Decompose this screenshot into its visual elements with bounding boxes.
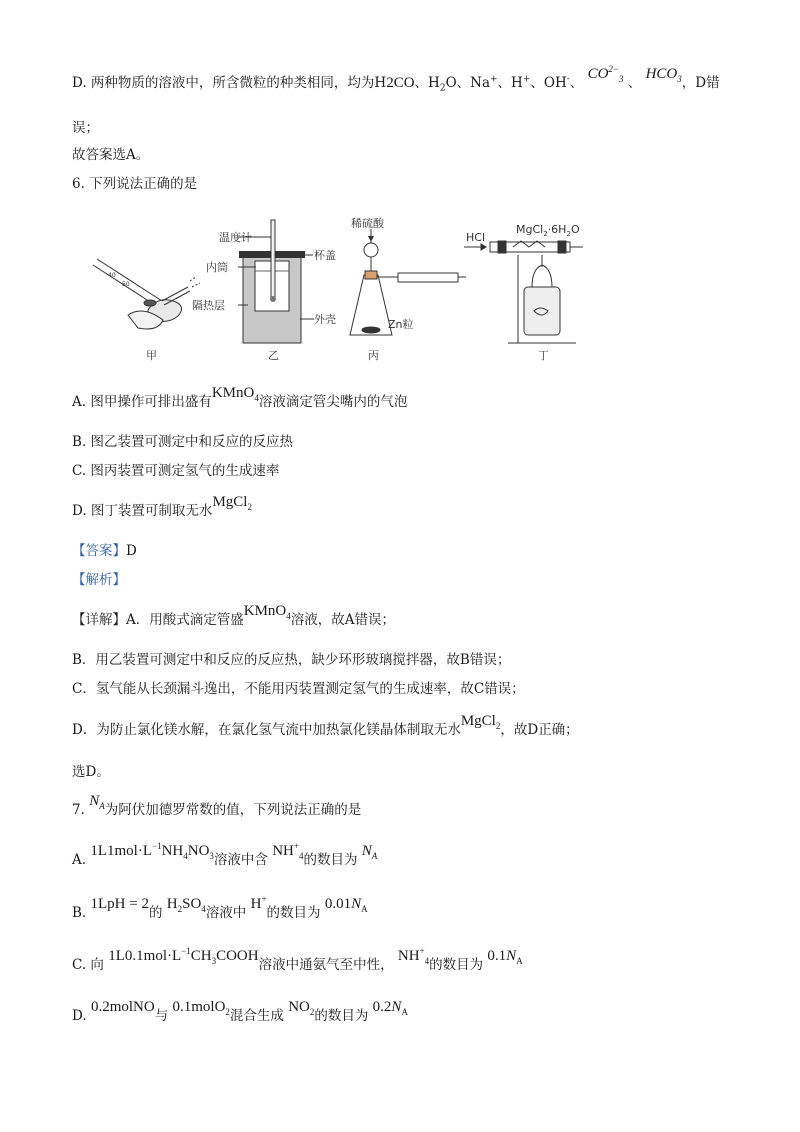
label-shell: 外壳 bbox=[314, 313, 336, 326]
label-crystal: $MgCl_2\cdot 6H_2O$ bbox=[516, 223, 580, 238]
detail-a: 【详解】A．用酸式滴定管盛KMnO$_4$溶液，故A错误； bbox=[72, 603, 396, 628]
selection: 选D。 bbox=[72, 764, 110, 780]
detail-d: D．为防止氯化镁水解，在氯化氢气流中加热氯化镁晶体制取无水MgCl$_2$，故D正确； bbox=[72, 713, 579, 738]
h2co3-formula: 2CO bbox=[386, 75, 415, 91]
q7-option-d: D. 0.2molNO与 0.1molO$_2$混合生成 $NO_2$的数目为 $0.2N_A$ bbox=[72, 999, 408, 1024]
answer-line: 【答案】D bbox=[72, 543, 137, 559]
caption-ding: 丁 bbox=[538, 349, 549, 362]
q7-option-c: C. 向 $1L0.1mol\cdot L^{-1}CH_3COOH$溶液中通氨气至中性， $NH^+_4$的数目为 $0.1N_A$ bbox=[72, 946, 523, 973]
q7-option-b: B. 1LpH = 2的 $H_2SO_4$溶液中 H+的数目为 $0.01N_A$ bbox=[72, 894, 368, 921]
label-hcl: HCl bbox=[466, 231, 486, 244]
figure-jia bbox=[93, 259, 200, 329]
label-inner: 内筒 bbox=[206, 261, 228, 274]
q6-option-c: C. 图丙装置可测定氢气的生成速率 bbox=[72, 463, 280, 479]
q6-option-b: B. 图乙装置可测定中和反应的反应热 bbox=[72, 434, 294, 450]
mgcl2-formula: MgCl$_2$ bbox=[212, 494, 252, 512]
label-lid: 杯盖 bbox=[314, 249, 336, 262]
co3-formula: $CO^{2-}_3$ bbox=[587, 64, 624, 84]
q6-option-d: D. 图丁装置可制取无水MgCl$_2$ bbox=[72, 494, 252, 519]
apparatus-diagram bbox=[88, 215, 608, 365]
label-zn: Zn粒 bbox=[388, 318, 414, 331]
q5-option-d-wrap: 误； bbox=[72, 120, 99, 136]
detail-b: B．用乙装置可测定中和反应的反应热，缺少环形玻璃搅拌器，故B错误； bbox=[72, 652, 511, 668]
label-thermometer: 温度计 bbox=[219, 231, 252, 244]
svg-text:50: 50 bbox=[122, 281, 130, 288]
q6-stem: 6. 下列说法正确的是 bbox=[72, 176, 198, 192]
label-acid: 稀硫酸 bbox=[351, 217, 384, 230]
q5-option-d: D. 两种物质的溶液中，所含微粒的种类相同，均为H2CO、$H_2O$、Na+、H+、OH-、 $CO^{2-}_3$ 、 $HCO_3$，D错 bbox=[72, 64, 720, 94]
q6-option-a: A. 图甲操作可排出盛有KMnO$_4$溶液滴定管尖嘴内的气泡 bbox=[72, 385, 408, 410]
analysis-tag: 【解析】 bbox=[72, 572, 126, 588]
caption-yi: 乙 bbox=[268, 349, 279, 362]
figure-ding bbox=[464, 241, 583, 343]
q6-figure bbox=[88, 215, 608, 365]
q5-answer: 故答案选A。 bbox=[72, 147, 150, 163]
kmno4-formula: KMnO$_4$ bbox=[211, 385, 259, 403]
q7-stem: 7. $N_A$为阿伏加德罗常数的值，下列说法正确的是 bbox=[72, 793, 362, 818]
caption-jia: 甲 bbox=[146, 349, 157, 362]
q7-option-a: A. $1L1mol\cdot L^{-1}NH_4NO_3$溶液中含 $NH^+_4$的数目为 $N_A$ bbox=[72, 841, 378, 868]
na-symbol: $N_A$ bbox=[89, 793, 105, 811]
svg-text:40: 40 bbox=[108, 272, 116, 279]
hco3-formula: $HCO_3$ bbox=[645, 66, 682, 84]
label-insulation: 隔热层 bbox=[192, 299, 225, 312]
detail-c: C．氢气能从长颈漏斗逸出，不能用丙装置测定氢气的生成速率，故C错误； bbox=[72, 681, 525, 697]
caption-bing: 丙 bbox=[368, 349, 379, 362]
